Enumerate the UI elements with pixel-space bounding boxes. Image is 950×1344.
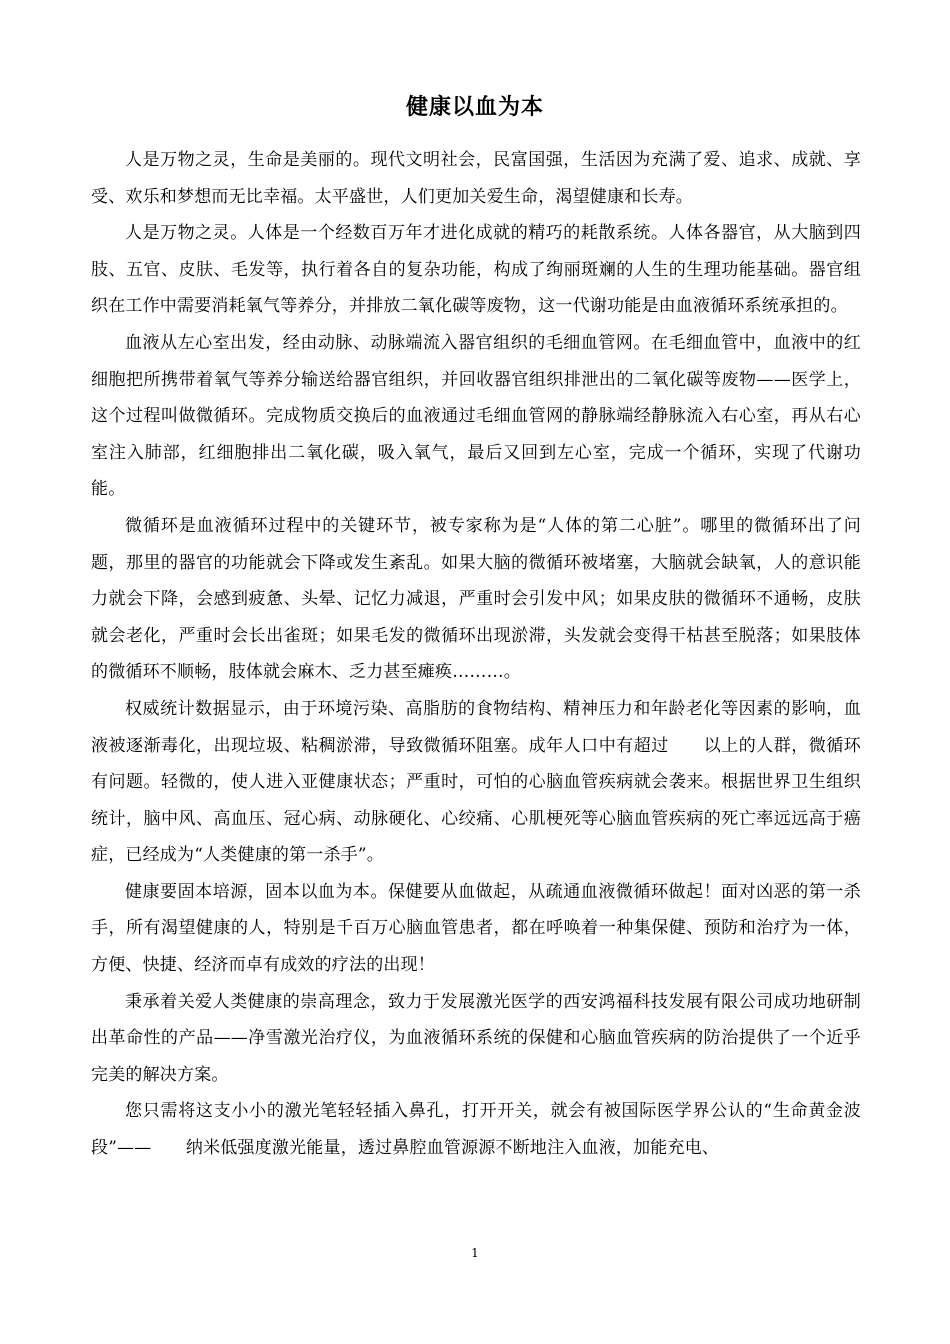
paragraph: 健康要固本培源，固本以血为本。保健要从血做起，从疏通血液微循环做起！面对凶恶的第一杀手，所有渴望健康的人，特别是千百万心脑血管患者，都在呼唤着一种集保健、预防和治疗为一体，方便、快捷、经济而卓有成效的疗法的出现！ — [91, 881, 861, 976]
paragraph: 您只需将这支小小的激光笔轻轻插入鼻孔，打开开关，就会有被国际医学界公认的“生命黄金波段”—— 纳米低强度激光能量，透过鼻腔血管源源不断地注入血液，加能充电、 — [91, 1101, 861, 1159]
paragraph: 秉承着关爱人类健康的崇高理念，致力于发展激光医学的西安鸿福科技发展有限公司成功地研制出革命性的产品——净雪激光治疗仪，为血液循环系统的保健和心脑血管疾病的防治提供了一个近乎完美的解决方案。 — [91, 991, 861, 1085]
document-body — [91, 142, 861, 1167]
document-title: 健康以血为本 — [405, 95, 544, 120]
paragraph: 人是万物之灵，生命是美丽的。现代文明社会，民富国强，生活因为充满了爱、追求、成就、享受、欢乐和梦想而无比幸福。太平盛世，人们更加关爱生命，渴望健康和长寿。 — [91, 150, 861, 207]
paragraph: 血液从左心室出发，经由动脉、动脉端流入器官组织的毛细血管网。在毛细血管中，血液中的红细胞把所携带着氧气等养分输送给器官组织，并回收器官组织排泄出的二氧化碳等废物——医学上，这个过程叫做微循环。完成物质交换后的血液通过毛细血管网的静脉端经静脉流入右心室，再从右心室注入肺部，红细胞排出二氧化碳，吸入氧气，最后又回到左心室，完成一个循环，实现了代谢功能。 — [91, 332, 861, 500]
paragraph: 权威统计数据显示，由于环境污染、高脂肪的食物结构、精神压力和年龄老化等因素的影响，血液被逐渐毒化，出现垃圾、粘稠淤滞，导致微循环阻塞。成年人口中有超过 以上的人群，微循环有问题。轻微的，使人进入亚健康状态；严重时，可怕的心脑血管疾病就会袭来。根据世界卫生组织统计，脑中风、高血压、冠心病、动脉硬化、心绞痛、心肌梗死等心脑血管疾病的死亡率远远高于癌症，已经成为“人类健康的第一杀手”。 — [91, 698, 861, 866]
paragraph: 微循环是血液循环过程中的关键环节，被专家称为是“人体的第二心脏”。哪里的微循环出了问题，那里的器官的功能就会下降或发生紊乱。如果大脑的微循环被堵塞，大脑就会缺氧，人的意识能力就会下降，会感到疲惫、头晕、记忆力减退，严重时会引发中风；如果皮肤的微循环不通畅，皮肤就会老化，严重时会长出雀斑；如果毛发的微循环出现淤滞，头发就会变得干枯甚至脱落；如果肢体的微循环不顺畅，肢体就会麻木、乏力甚至瘫痪………。 — [91, 515, 861, 683]
page-number: 1 — [471, 1246, 479, 1260]
paragraph: 人是万物之灵。人体是一个经数百万年才进化成就的精巧的耗散系统。人体各器官，从大脑到四肢、五官、皮肤、毛发等，执行着各自的复杂功能，构成了绚丽斑斓的人生的生理功能基础。器官组织在工作中需要消耗氧气等养分，并排放二氧化碳等废物，这一代谢功能是由血液循环系统承担的。 — [91, 223, 861, 317]
